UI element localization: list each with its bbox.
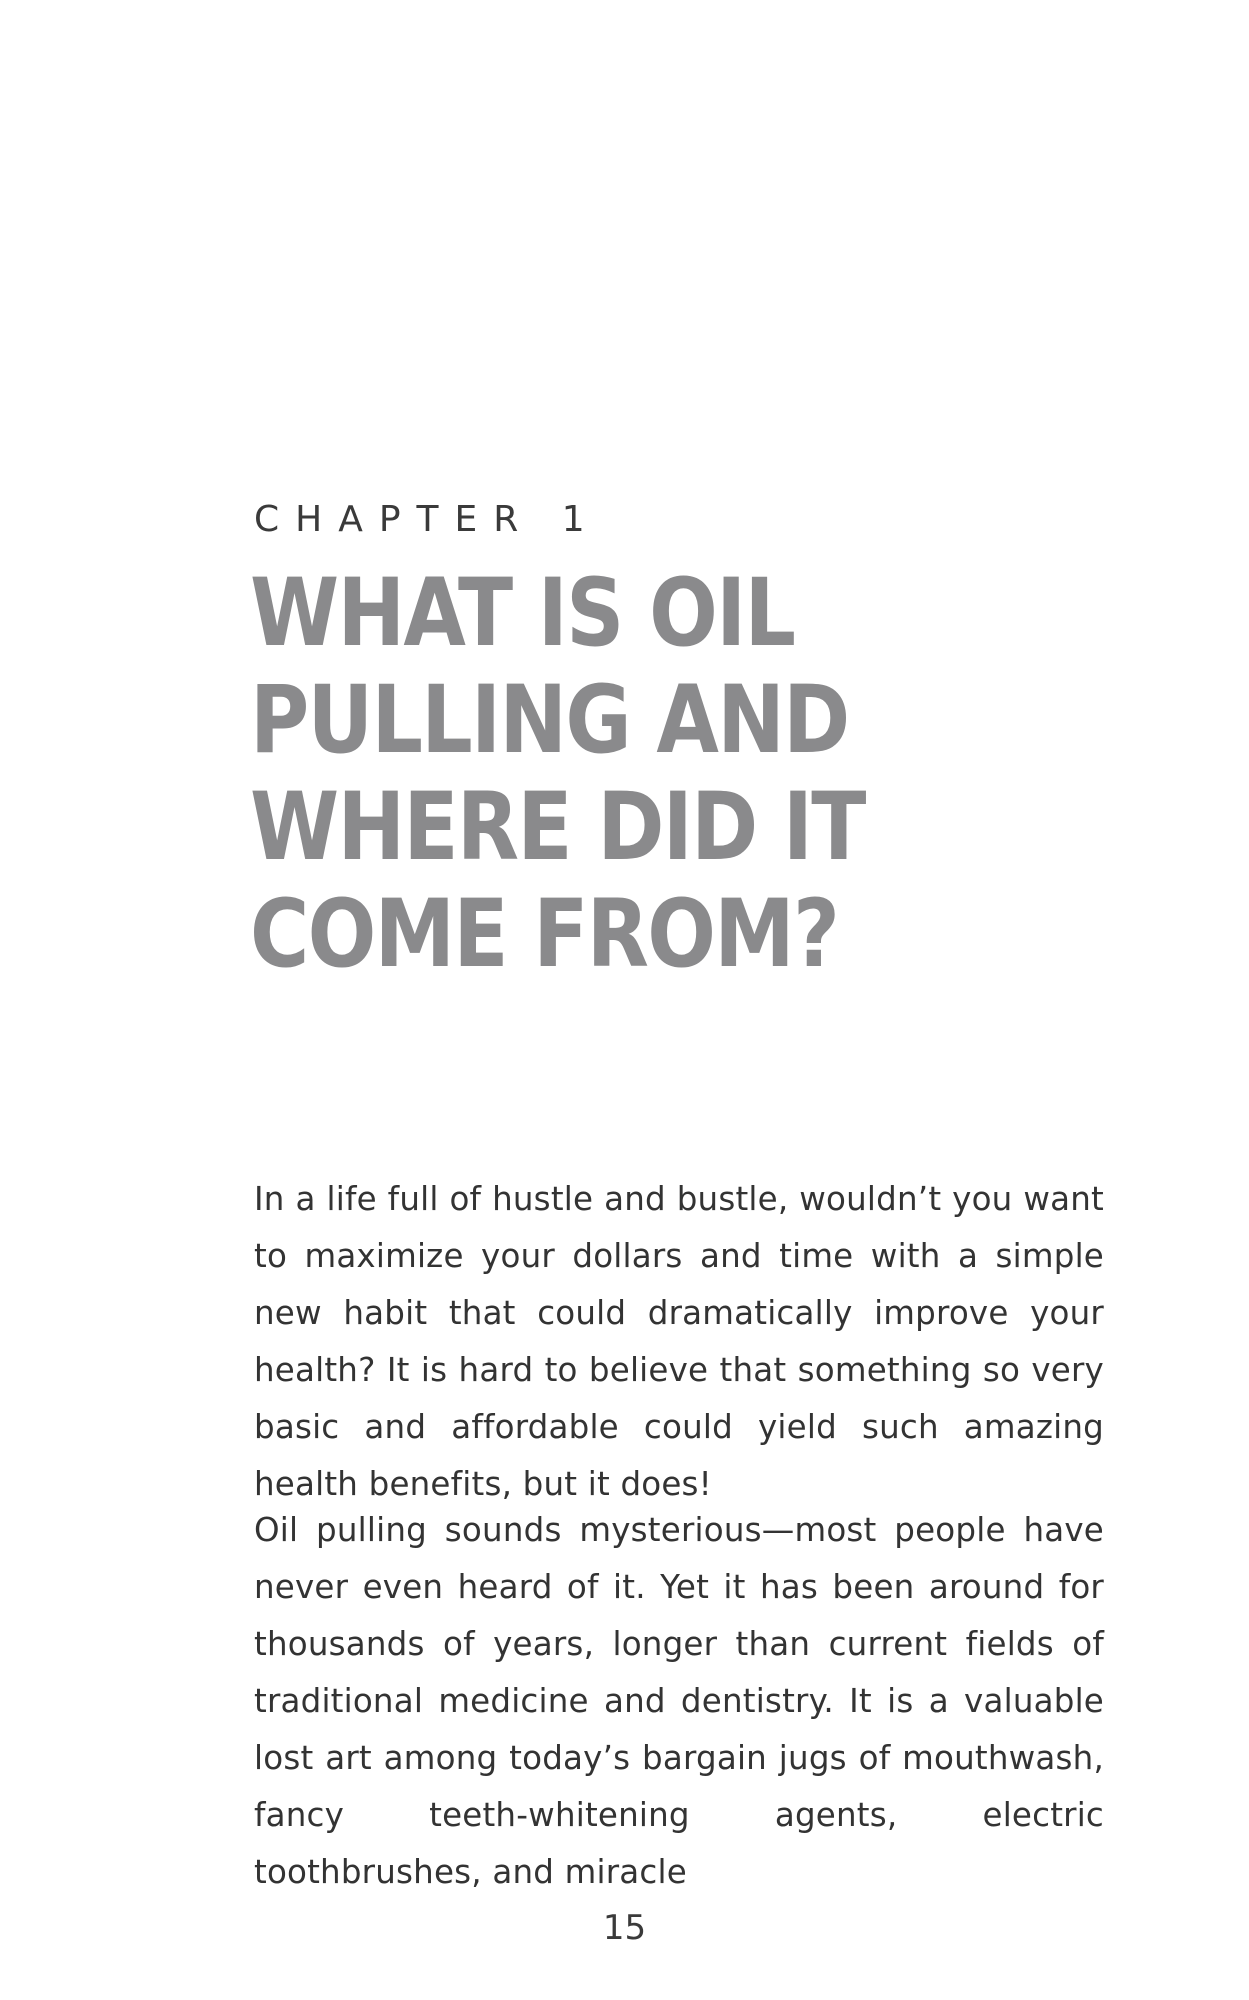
chapter-label: CHAPTER 1 xyxy=(254,499,601,540)
chapter-title-line: COME FROM? xyxy=(250,880,839,989)
chapter-title-line: WHAT IS OIL xyxy=(250,559,795,668)
body-paragraph: Oil pulling sounds mysterious—most people have never even heard of it. Yet it has been around for thousands of years, longer than current fields of traditional medicine and dentistry. It is a valuable lost art among today’s bargain jugs of mouthwash, fancy teeth-whitening agents, electric toothbrushes, and miracle xyxy=(254,1511,1104,1891)
chapter-title xyxy=(250,560,1024,988)
page-number: 15 xyxy=(602,1908,647,1948)
chapter-title-line: WHERE DID IT xyxy=(250,773,865,882)
body-paragraph: In a life full of hustle and bustle, wouldn’t you want to maximize your dollars and time with a simple new habit that could dramatically improve your health? It is hard to believe that something so very basic and affordable could yield such amazing health benefits, but it does! xyxy=(254,1180,1104,1503)
chapter-title-line: PULLING AND xyxy=(250,666,849,775)
